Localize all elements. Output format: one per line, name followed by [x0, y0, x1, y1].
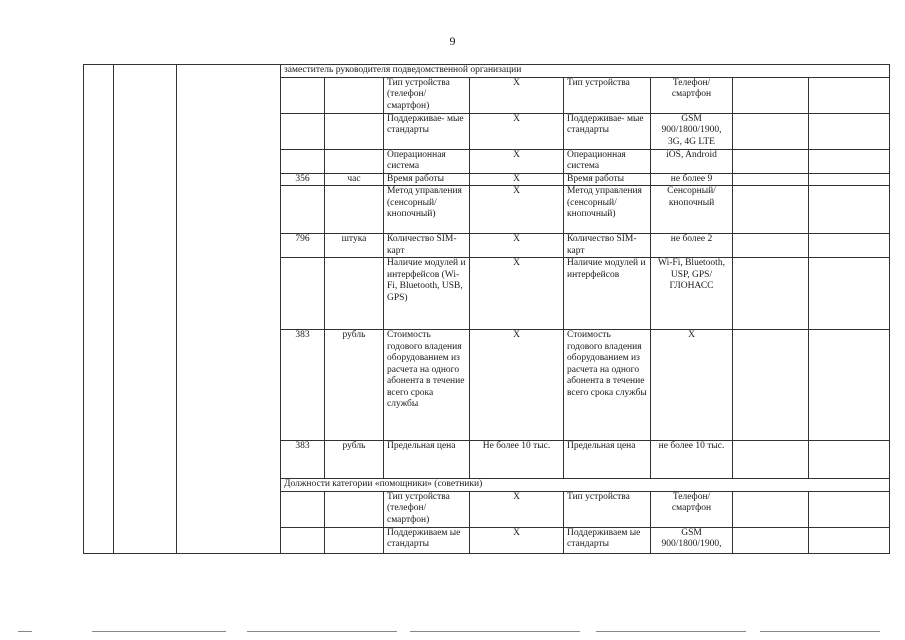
approved-characteristic-cell: Поддерживае- мые стандарты	[564, 113, 651, 149]
value-cell: X	[470, 173, 564, 186]
approved-value-cell: Сенсорный/ кнопочный	[651, 186, 733, 234]
approved-value-cell: не более 9	[651, 173, 733, 186]
justification-cell	[733, 258, 809, 330]
approved-characteristic-cell: Стоимость годового владения оборудованием из расчета на одного абонента в течение всего срока службы	[564, 330, 651, 441]
approved-value-cell: GSM 900/1800/1900, 3G, 4G LTE	[651, 113, 733, 149]
characteristic-cell: Тип устройства (телефон/ смартфон)	[384, 491, 470, 527]
approved-characteristic-cell: Поддерживаем ые стандарты	[564, 527, 651, 553]
value-cell: Не более 10 тыс.	[470, 441, 564, 479]
page-number: 9	[449, 34, 456, 48]
justification-cell	[733, 77, 809, 113]
table-body	[84, 65, 890, 554]
characteristic-cell: Метод управления (сенсорный/ кнопочный)	[384, 186, 470, 234]
approved-value-cell: Телефон/ смартфон	[651, 77, 733, 113]
characteristic-cell: Поддерживаем ые стандарты	[384, 527, 470, 553]
justification-cell	[733, 149, 809, 173]
justification-cell	[733, 527, 809, 553]
unit-cell	[325, 77, 384, 113]
approved-value-cell: не более 2	[651, 234, 733, 258]
okei-code-cell	[281, 77, 325, 113]
okei-code-cell	[281, 186, 325, 234]
function-cell	[809, 330, 890, 441]
approved-value-cell: Wi-Fi, Bluetooth, USP, GPS/ ГЛОНАСС	[651, 258, 733, 330]
okei-code-cell	[281, 527, 325, 553]
okei-code-cell	[281, 113, 325, 149]
unit-cell	[325, 527, 384, 553]
approved-characteristic-cell: Наличие модулей и интерфейсов	[564, 258, 651, 330]
approved-characteristic-cell: Операционная система	[564, 149, 651, 173]
left-col-3	[177, 65, 281, 554]
approved-characteristic-cell: Тип устройства	[564, 77, 651, 113]
approved-characteristic-cell: Время работы	[564, 173, 651, 186]
value-cell: X	[470, 77, 564, 113]
unit-cell	[325, 149, 384, 173]
function-cell	[809, 234, 890, 258]
unit-cell	[325, 186, 384, 234]
approved-value-cell: X	[651, 330, 733, 441]
justification-cell	[733, 113, 809, 149]
unit-cell	[325, 258, 384, 330]
value-cell: X	[470, 330, 564, 441]
characteristic-cell: Стоимость годового владения оборудованием из расчета на одного абонента в течение всего срока службы	[384, 330, 470, 441]
approved-value-cell: не более 10 тыс.	[651, 441, 733, 479]
function-cell	[809, 113, 890, 149]
value-cell: X	[470, 258, 564, 330]
justification-cell	[733, 234, 809, 258]
okei-code-cell: 383	[281, 330, 325, 441]
justification-cell	[733, 330, 809, 441]
okei-code-cell: 356	[281, 173, 325, 186]
value-cell: X	[470, 491, 564, 527]
left-col-2	[114, 65, 177, 554]
function-cell	[809, 149, 890, 173]
approved-value-cell: GSM 900/1800/1900,	[651, 527, 733, 553]
justification-cell	[733, 441, 809, 479]
justification-cell	[733, 186, 809, 234]
unit-cell	[325, 113, 384, 149]
okei-code-cell: 383	[281, 441, 325, 479]
function-cell	[809, 258, 890, 330]
characteristic-cell: Количество SIM-карт	[384, 234, 470, 258]
function-cell	[809, 77, 890, 113]
okei-code-cell: 796	[281, 234, 325, 258]
section-row	[84, 65, 890, 78]
unit-cell: штука	[325, 234, 384, 258]
approved-characteristic-cell: Предельная цена	[564, 441, 651, 479]
okei-code-cell	[281, 491, 325, 527]
characteristic-cell: Поддерживае- мые стандарты	[384, 113, 470, 149]
value-cell: X	[470, 186, 564, 234]
unit-cell: час	[325, 173, 384, 186]
left-col-1	[84, 65, 114, 554]
approved-characteristic-cell: Количество SIM-карт	[564, 234, 651, 258]
unit-cell: рубль	[325, 441, 384, 479]
section-title-deputy: заместитель руководителя подведомственной организации	[281, 65, 890, 78]
footer-rule	[0, 631, 905, 635]
function-cell	[809, 441, 890, 479]
function-cell	[809, 186, 890, 234]
approved-value-cell: Телефон/ смартфон	[651, 491, 733, 527]
value-cell: X	[470, 149, 564, 173]
unit-cell: рубль	[325, 330, 384, 441]
characteristics-table	[83, 64, 890, 554]
value-cell: X	[470, 234, 564, 258]
characteristic-cell: Время работы	[384, 173, 470, 186]
characteristic-cell: Операционная система	[384, 149, 470, 173]
okei-code-cell	[281, 258, 325, 330]
justification-cell	[733, 491, 809, 527]
value-cell: X	[470, 113, 564, 149]
function-cell	[809, 527, 890, 553]
approved-value-cell: iOS, Android	[651, 149, 733, 173]
function-cell	[809, 173, 890, 186]
approved-characteristic-cell: Тип устройства	[564, 491, 651, 527]
value-cell: X	[470, 527, 564, 553]
characteristic-cell: Тип устройства (телефон/ смартфон)	[384, 77, 470, 113]
section-title-assistants: Должности категории «помощники» (советники)	[281, 479, 890, 492]
justification-cell	[733, 173, 809, 186]
approved-characteristic-cell: Метод управления (сенсорный/ кнопочный)	[564, 186, 651, 234]
okei-code-cell	[281, 149, 325, 173]
function-cell	[809, 491, 890, 527]
characteristic-cell: Наличие модулей и интерфейсов (Wi-Fi, Bluetooth, USB, GPS)	[384, 258, 470, 330]
characteristic-cell: Предельная цена	[384, 441, 470, 479]
unit-cell	[325, 491, 384, 527]
